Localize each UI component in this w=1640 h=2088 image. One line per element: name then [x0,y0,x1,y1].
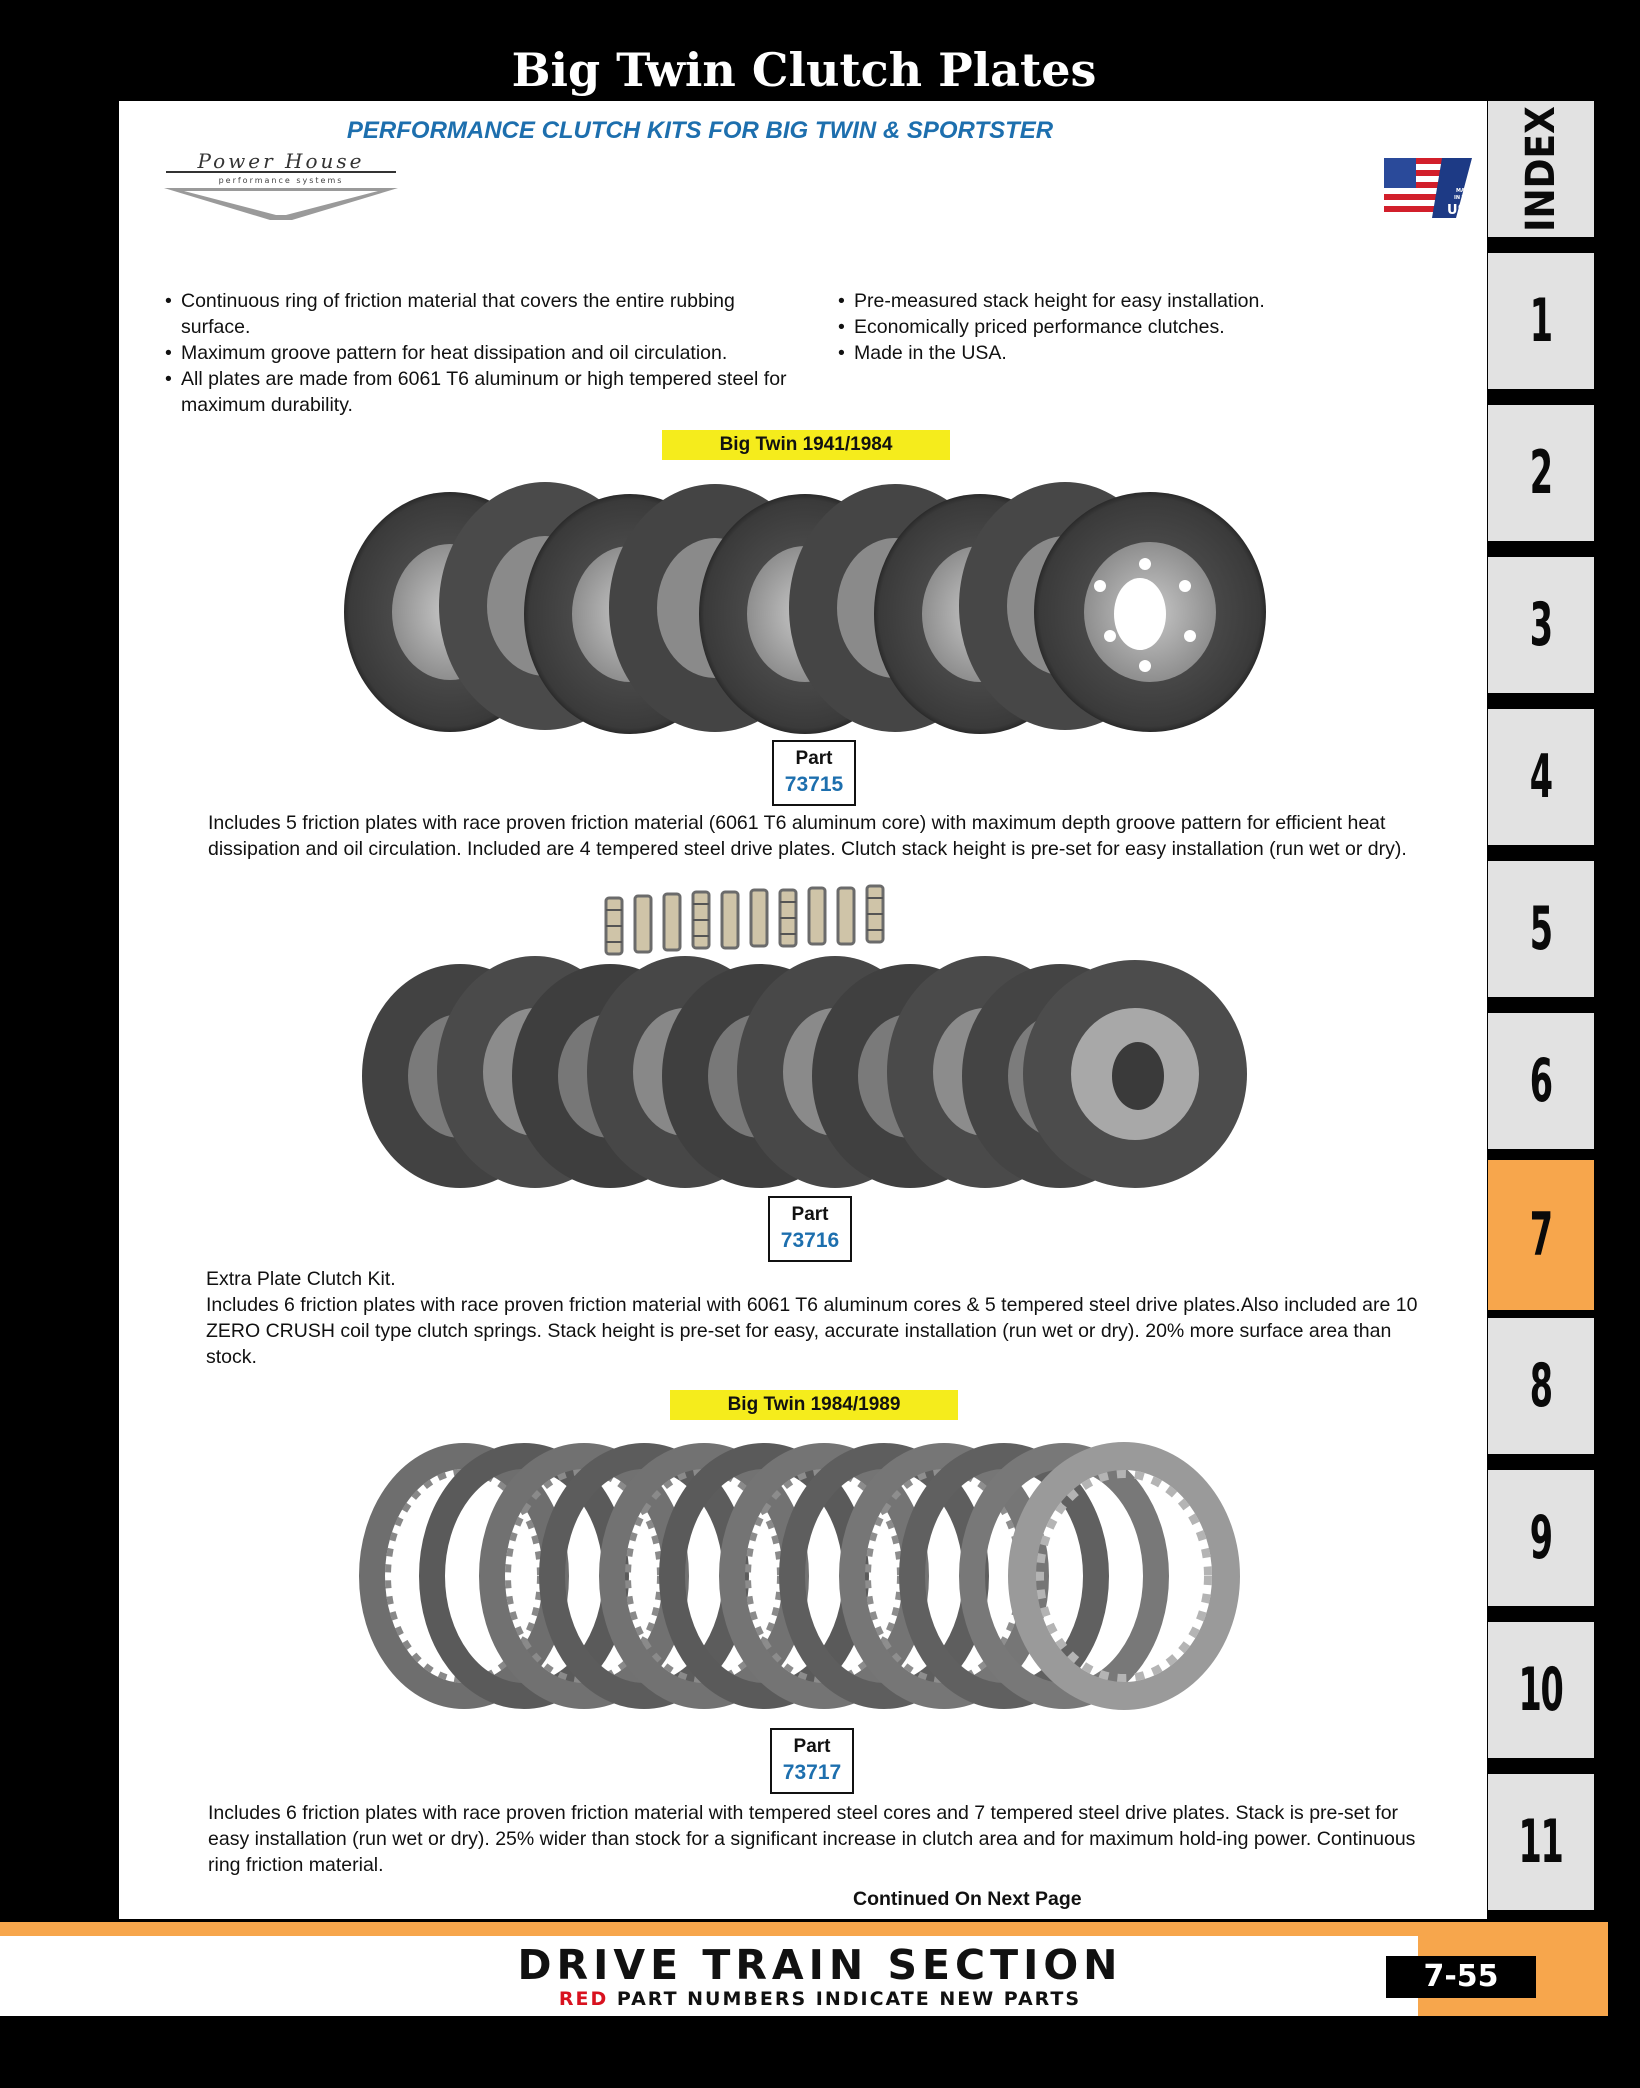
part-number-link[interactable]: 73716 [780,1229,840,1252]
feature-item: • Continuous ring of friction material that covers the entire rubbing surface. [165,288,805,340]
logo-wordmark: Power House [197,149,365,173]
page-title: Big Twin Clutch Plates [511,43,1097,97]
clutch-kit-73715-photo [340,476,1280,738]
tab-section-11[interactable]: 11 [1488,1774,1594,1910]
tab-section-1[interactable]: 1 [1488,253,1594,389]
product-description: Includes 6 friction plates with race proven friction material with tempered steel cores and 7 tempered steel drive plates. Stack is pre-set for easy installation (run wet or dry). 25% wider than stock for a significant increase in clutch area and for maximum hold-ing power. Continuous ring friction material. [208,1802,1416,1876]
tab-section-2[interactable]: 2 [1488,405,1594,541]
tab-index[interactable]: INDEX [1488,101,1594,237]
product-description: Includes 6 friction plates with race proven friction material with 6061 T6 aluminum cores & 5 tempered steel drive plates.Also included are 10 ZERO CRUSH coil type clutch springs. Stack height is pre-set for easy, accurate installation (run wet or dry). 20% more surface area than stock. [206,1294,1418,1368]
product-description-title: Extra Plate Clutch Kit. [206,1268,396,1290]
tab-section-3[interactable]: 3 [1488,557,1594,693]
tab-section-5[interactable]: 5 [1488,861,1594,997]
tab-section-7-active[interactable]: 7 [1488,1152,1594,1318]
tab-section-4[interactable]: 4 [1488,709,1594,845]
part-number-link[interactable]: 73717 [782,1761,842,1784]
feature-item: • All plates are made from 6061 T6 aluminum or high tempered steel for maximum durability. [165,366,805,418]
footer-note-red: RED [558,1988,609,2010]
made-in-usa-flag-icon [1384,158,1477,218]
feature-item: • Made in the USA. [838,340,1358,366]
year-label: Big Twin 1984/1989 [670,1390,958,1420]
feature-item: • Maximum groove pattern for heat dissipation and oil circulation. [165,340,805,366]
part-label: Part [795,748,833,769]
footer-note-text: PART NUMBERS INDICATE NEW PARTS [608,1988,1082,2010]
year-label: Big Twin 1941/1984 [662,430,950,460]
feature-item: • Economically priced performance clutches. [838,314,1358,340]
flag-usa-text: USA [1447,203,1477,218]
continued-note: Continued On Next Page [853,1888,1082,1910]
subtitle: PERFORMANCE CLUTCH KITS FOR BIG TWIN & SPORTSTER [346,117,1054,144]
tab-section-6[interactable]: 6 [1488,1013,1594,1149]
logo-tagline: performance systems [218,176,344,185]
flag-made-text: MADE [1456,188,1473,194]
power-house-logo [162,148,400,223]
part-number-link[interactable]: 73715 [784,773,844,796]
product-description: Includes 5 friction plates with race proven friction material (6061 T6 aluminum core) with maximum depth groove pattern for efficient heat dissipation and oil circulation. Included are 4 tempered steel drive plates. Clutch stack height is pre-set for easy installation (run wet or dry). [208,812,1407,860]
features-list-right [838,288,1358,366]
part-number-box [772,740,856,806]
clutch-kit-73717-photo [364,1440,1248,1712]
part-number-box [770,1728,854,1794]
feature-item: • Pre-measured stack height for easy installation. [838,288,1358,314]
part-number-box [768,1196,852,1262]
clutch-kit-73716-photo [360,880,1260,1196]
features-list-left [165,288,805,418]
footer-section-title: DRIVE TRAIN SECTION [517,1941,1123,1989]
tab-section-8[interactable]: 8 [1488,1318,1594,1454]
tab-section-10[interactable]: 10 [1488,1622,1594,1758]
part-label: Part [793,1736,831,1757]
tab-section-9[interactable]: 9 [1488,1470,1594,1606]
flag-inthe-text: IN THE [1454,195,1473,201]
part-label: Part [791,1204,829,1225]
footer-stripe [0,1922,1608,1936]
page-number: 7-55 [1386,1956,1536,1998]
